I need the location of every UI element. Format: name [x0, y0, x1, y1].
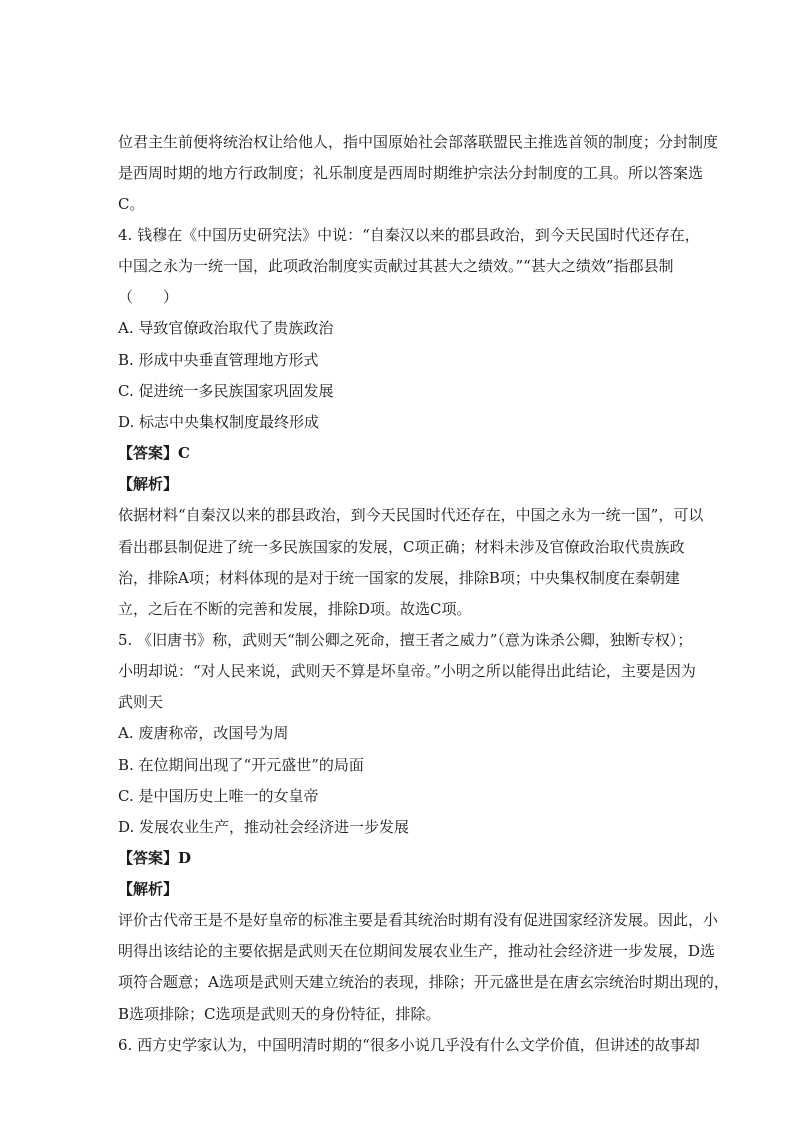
analysis-text: 明得出该结论的主要依据是武则天在位期间发展农业生产，推动社会经济进一步发展，D选	[118, 942, 716, 960]
answer-label: 【答案】D	[118, 849, 192, 867]
option-d: D. 标志中央集权制度最终形成	[118, 413, 320, 431]
analysis-text: 立，之后在不断的完善和发展，排除D项。故选C项。	[118, 600, 472, 618]
text-line: 小明却说：“对人民来说，武则天不算是坏皇帝。”小明之所以能得出此结论，主要是因为	[118, 662, 696, 680]
analysis-text: 项符合题意；A选项是武则天建立统治的表现，排除；开元盛世是在唐玄宗统治时期出现的，	[118, 973, 729, 991]
analysis-text: B选项排除；C选项是武则天的身份特征，排除。	[118, 1005, 441, 1023]
question-5-stem: 5. 《旧唐书》称，武则天“制公卿之死命，擅王者之威力”（意为诛杀公卿，独断专权）；	[118, 631, 693, 649]
option-a: A. 废唐称帝，改国号为周	[118, 724, 289, 742]
text-line: 武则天	[118, 693, 164, 711]
answer-blank: （ ）	[118, 288, 179, 306]
text-line: 是西周时期的地方行政制度；礼乐制度是西周时期维护宗法分封制度的工具。所以答案选	[118, 164, 704, 182]
text-line: C。	[118, 195, 145, 213]
text-line: 中国之永为一统一国，此项政治制度实贡献过其甚大之绩效。”“甚大之绩效”指郡县制	[118, 257, 674, 275]
option-a: A. 导致官僚政治取代了贵族政治	[118, 319, 334, 337]
answer-label: 【答案】C	[118, 444, 190, 462]
analysis-text: 评价古代帝王是不是好皇帝的标准主要是看其统治时期有没有促进国家经济发展。因此，小	[118, 911, 719, 929]
analysis-text: 治，排除A项；材料体现的是对于统一国家的发展，排除B项；中央集权制度在秦朝建	[118, 569, 680, 587]
option-b: B. 形成中央垂直管理地方形式	[118, 351, 319, 369]
option-d: D. 发展农业生产，推动社会经济进一步发展	[118, 818, 410, 836]
option-b: B. 在位期间出现了“开元盛世”的局面	[118, 756, 364, 774]
option-c: C. 是中国历史上唯一的女皇帝	[118, 787, 319, 805]
question-4-stem: 4. 钱穆在《中国历史研究法》中说：“自秦汉以来的郡县政治，到今天民国时代还存在，	[118, 226, 700, 244]
analysis-label: 【解析】	[118, 475, 179, 493]
text-line: 位君主生前便将统治权让给他人，指中国原始社会部落联盟民主推选首领的制度；分封制度	[118, 133, 719, 151]
analysis-text: 依据材料“自秦汉以来的郡县政治，到今天民国时代还存在，中国之永为一统一国”，可以	[118, 506, 704, 524]
analysis-label: 【解析】	[118, 880, 179, 898]
question-6-stem: 6. 西方史学家认为，中国明清时期的“很多小说几乎没有什么文学价值，但讲述的故事却	[118, 1036, 700, 1054]
analysis-text: 看出郡县制促进了统一多民族国家的发展，C项正确；材料未涉及官僚政治取代贵族政	[118, 538, 685, 556]
option-c: C. 促进统一多民族国家巩固发展	[118, 382, 334, 400]
